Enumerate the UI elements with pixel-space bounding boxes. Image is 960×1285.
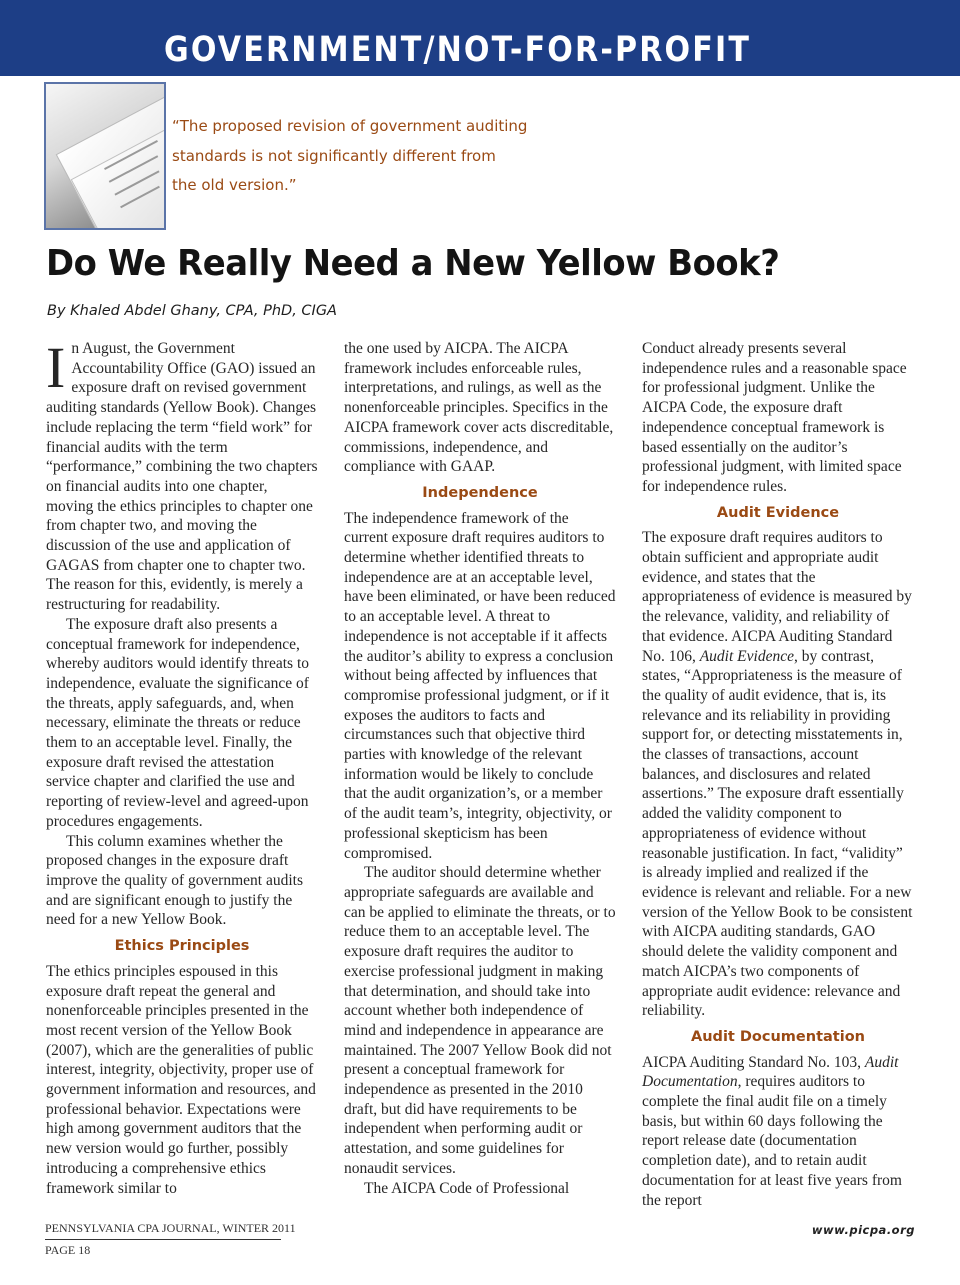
column-2 xyxy=(344,339,616,1198)
paragraph: The AICPA Code of Professional xyxy=(364,1179,570,1197)
drop-cap: I xyxy=(46,335,66,400)
heading-independence: Independence xyxy=(422,484,538,501)
paragraph: AICPA Auditing Standard No. 103, Audit Documentation, requires auditors to complete the final audit file on a timely basis, but within 60 days following the report release date (documentation completion date), and to retain audit documentation for at least five years from the report xyxy=(642,1053,902,1209)
website-link[interactable]: www.picpa.org xyxy=(811,1223,915,1237)
paragraph: The independence framework of the current exposure draft requires auditors to determine whether identified threats to independence are at an acceptable level, have been eliminated, or have been reduced to an acceptable level. A threat to independence is not acceptable if it affects the auditor’s ability to express a conclusion without being affected by influences that compromise professional judgment, or if it exposes the auditors to facts and circumstances such that objective third parties with knowledge of the relevant information would be likely to conclude that the audit organization’s, or a member of the audit team’s, integrity, objectivity, or professional skepticism has been compromised. xyxy=(344,509,616,862)
paragraph: the one used by AICPA. The AICPA framework includes enforceable rules, interpretations, and rulings, as well as the nonenforceable principles. Specifics in the AICPA framework cover acts discreditable, commissions, independence, and compliance with GAAP. xyxy=(344,340,614,476)
heading-audit-evidence: Audit Evidence xyxy=(716,504,840,521)
footer-divider xyxy=(45,1239,281,1240)
paragraph: The ethics principles espoused in this exposure draft repeat the general and nonenforceable principles presented in the most recent version of the Yellow Book (2007), which are the generalities of public interest, integrity, objectivity, proper use of government information and resources, and professional behavior. Expectations were high among government auditors that the new version would go further, possibly introducing a comprehensive ethics framework similar to xyxy=(46,962,316,1197)
journal-name: PENNSYLVANIA CPA JOURNAL, WINTER 2011 xyxy=(45,1221,296,1235)
column-3 xyxy=(642,339,914,1210)
section-title: GOVERNMENT/NOT-FOR-PROFIT xyxy=(164,30,752,70)
paragraph: This column examines whether the proposed changes in the exposure draft improve the quality of government audits and are significant enough to justify the need for a new Yellow Book. xyxy=(46,832,303,929)
paragraph: The auditor should determine whether appropriate safeguards are available and can be applied to eliminate the threats, or to reduce them to an acceptable level. The exposure draft requires the auditor to exercise professional judgment in making that determination, and should take into account whether both independence of mind and independence in appearance are maintained. The 2007 Yellow Book did not present a conceptual framework for independence as presented in the 2010 draft, but did have requirements to be independent when performing audit or attestation, and some guidelines for nonaudit services. xyxy=(344,864,616,1177)
paragraph: In August, the Government Accountability Office (GAO) issued an exposure draft on revised government auditing standards (Yellow Book). Changes include replacing the term “field work” for financial audits with the term “performance,” combining the two chapters on financial audits into one chapter, moving the ethics principles to chapter one from chapter two, and moving the discussion of the use and application of GAGAS from chapter one to chapter two. The reason for this, evidently, is merely a restructuring for readability. xyxy=(46,335,318,614)
byline: By Khaled Abdel Ghany, CPA, PhD, CIGA xyxy=(47,303,337,319)
pull-quote: “The proposed revision of government auditing standards is not significantly different from the old version.” xyxy=(172,117,528,194)
page-number: PAGE 18 xyxy=(45,1243,91,1257)
section-banner xyxy=(0,0,960,76)
document-papers-photo xyxy=(44,82,166,230)
column-1 xyxy=(46,335,318,1198)
paragraph: Conduct already presents several independence rules and a reasonable space for professional judgment. Unlike the AICPA Code, the exposure draft independence conceptual framework is based essentially on the auditor’s professional judgment, with limited space for independence rules. xyxy=(642,340,907,495)
heading-ethics-principles: Ethics Principles xyxy=(114,938,250,955)
heading-audit-documentation: Audit Documentation xyxy=(691,1028,865,1045)
paragraph: The exposure draft also presents a conceptual framework for independence, whereby auditors would identify threats to independence, evaluate the significance of the threats, apply safeguards, and, when necessary, eliminate the threats or reduce them to an acceptable level. Finally, the exposure draft revised the attestation service chapter and clarified the use and reporting of review-level and agreed-upon procedures engagements. xyxy=(46,615,310,830)
paragraph: The exposure draft requires auditors to obtain sufficient and appropriate audit evidence, and states that the appropriateness of evidence is measured by the relevance, validity, and reliability of that evidence. AICPA Auditing Standard No. 106, Audit Evidence, by contrast, states, “Appropriateness is the measure of the quality of audit evidence, that is, its relevance and its reliability in providing support for, or detecting misstatements in, the classes of transactions, account balances, and disclosures and related assertions.” The exposure draft essentially added the validity component to appropriateness of evidence without reasonable justification. In fact, “validity” is already implied and realized if the evidence is relevant and reliable. For a new version of the Yellow Book to be consistent with AICPA auditing standards, GAO should delete the validity component and match AICPA’s two components of appropriate audit evidence: relevance and reliability. xyxy=(642,529,913,1020)
article-title: Do We Really Need a New Yellow Book? xyxy=(46,243,780,284)
